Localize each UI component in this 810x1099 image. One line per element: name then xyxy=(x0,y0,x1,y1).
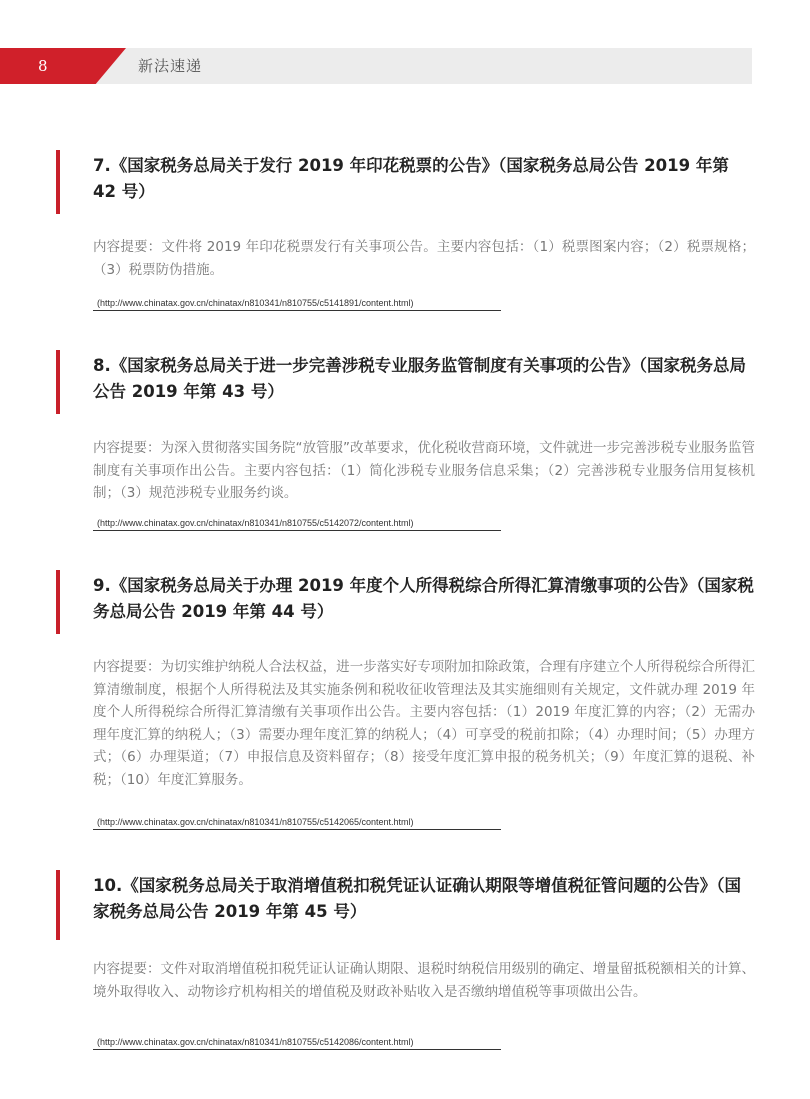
page-number: 8 xyxy=(38,57,48,75)
item-summary: 内容提要：文件将 2019 年印花税票发行有关事项公告。主要内容包括：（1）税票图案内容；（2）税票规格；（3）税票防伪措施。 xyxy=(93,239,755,278)
item-title: 7.《国家税务总局关于发行 2019 年印花税票的公告》（国家税务总局公告 2019 年第 42 号） xyxy=(93,156,729,201)
accent-bar xyxy=(56,350,60,414)
accent-bar xyxy=(56,150,60,214)
item-title: 9.《国家税务总局关于办理 2019 年度个人所得税综合所得汇算清缴事项的公告》（国家税务总局公告 2019 年第 44 号） xyxy=(93,576,754,621)
item-summary: 内容提要：为切实维护纳税人合法权益，进一步落实好专项附加扣除政策，合理有序建立个人所得税综合所得汇算清缴制度，根据个人所得税法及其实施条例和税收征收管理法及其实施细则有关规定，文件就办理 2019 年度个人所得税综合所得汇算清缴有关事项作出公告。主要内容包括：（1）2019 年度汇算的内容；（2）无需办理年度汇算的纳税人；（3）需要办理年度汇算的纳税人；（4）可享受的税前扣除；（4）办理时间；（5）办理方式；（6）办理渠道；（7）申报信息及资料留存；（8）接受年度汇算申报的税务机关；（9）年度汇算的退税、补税；（10）年度汇算服务。 xyxy=(93,659,755,788)
item-link[interactable]: (http://www.chinatax.gov.cn/chinatax/n810341/n810755/c5142065/content.html) xyxy=(93,815,501,830)
item-title: 10.《国家税务总局关于取消增值税扣税凭证认证确认期限等增值税征管问题的公告》（国家税务总局公告 2019 年第 45 号） xyxy=(93,876,741,921)
item-summary: 内容提要：文件对取消增值税扣税凭证认证确认期限、退税时纳税信用级别的确定、增量留抵税额相关的计算、境外取得收入、动物诊疗机构相关的增值税及财政补贴收入是否缴纳增值税等事项做出公告。 xyxy=(93,961,755,1000)
page-header xyxy=(0,48,752,84)
accent-bar xyxy=(56,570,60,634)
item-link[interactable]: (http://www.chinatax.gov.cn/chinatax/n810341/n810755/c5142086/content.html) xyxy=(93,1035,501,1050)
accent-bar xyxy=(56,870,60,940)
item-summary: 内容提要：为深入贯彻落实国务院“放管服”改革要求，优化税收营商环境，文件就进一步完善涉税专业服务监管制度有关事项作出公告。主要内容包括：（1）简化涉税专业服务信息采集；（2）完善涉税专业服务信用复核机制；（3）规范涉税专业服务约谈。 xyxy=(93,440,755,501)
section-title: 新法速递 xyxy=(138,57,203,75)
item-link[interactable]: (http://www.chinatax.gov.cn/chinatax/n810341/n810755/c5142072/content.html) xyxy=(93,516,501,531)
item-title: 8.《国家税务总局关于进一步完善涉税专业服务监管制度有关事项的公告》（国家税务总局公告 2019 年第 43 号） xyxy=(93,356,746,401)
item-link[interactable]: (http://www.chinatax.gov.cn/chinatax/n810341/n810755/c5141891/content.html) xyxy=(93,296,501,311)
